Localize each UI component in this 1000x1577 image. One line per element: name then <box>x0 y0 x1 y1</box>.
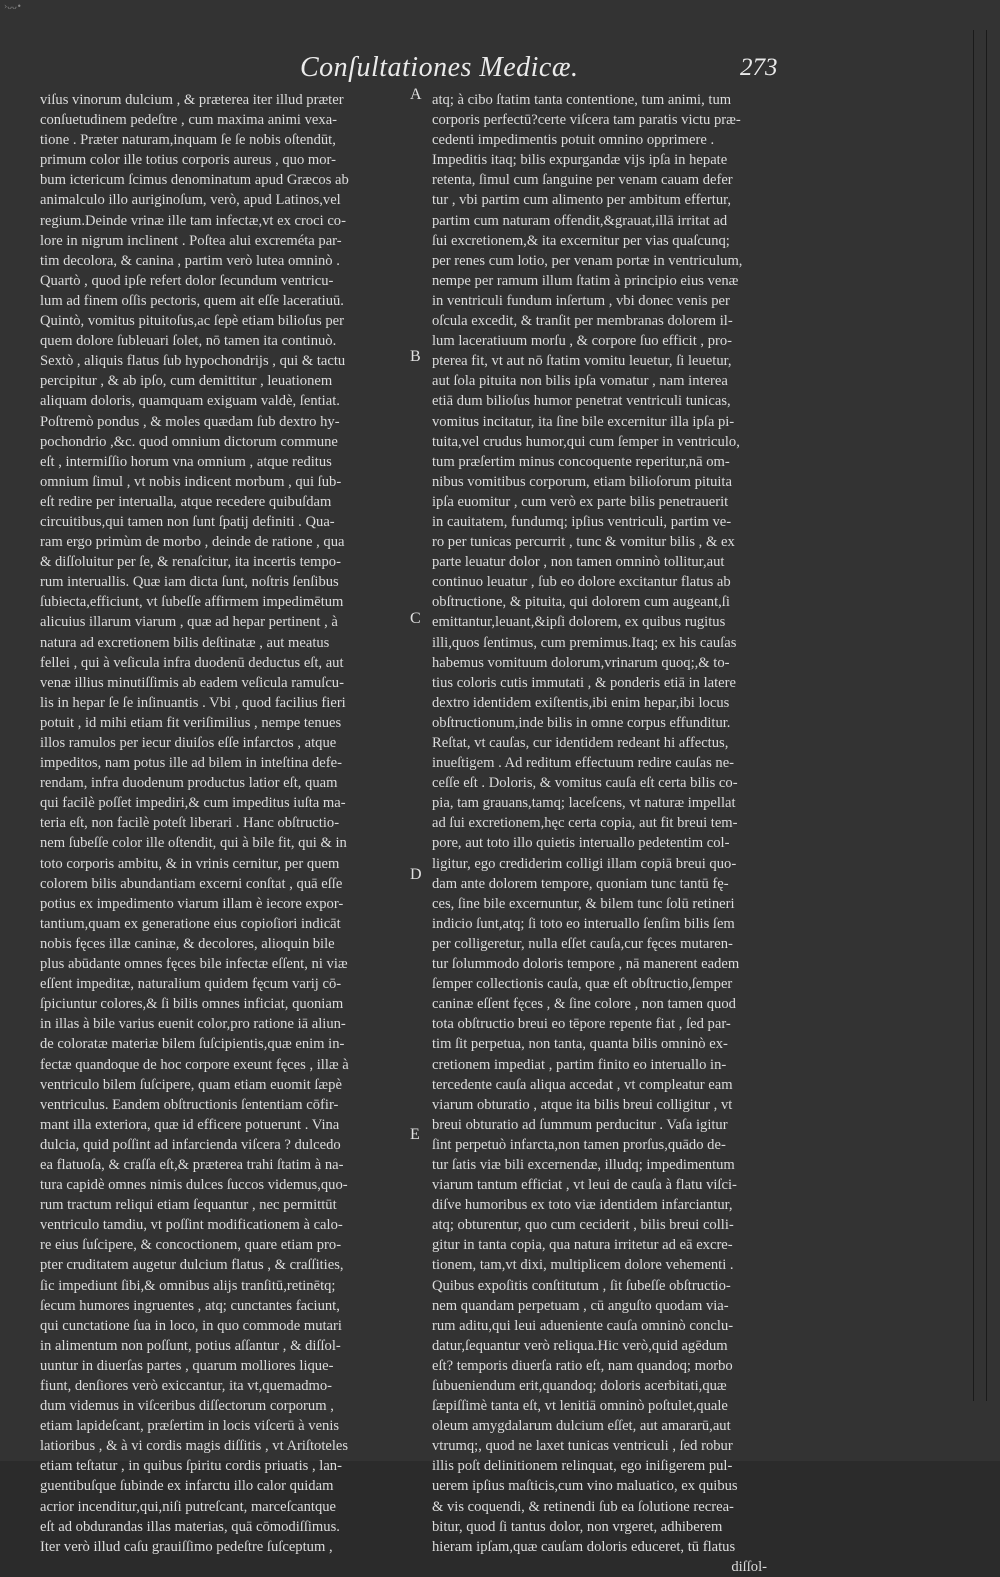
text-line: in alimentum non poſſunt, potius aſſantur , & diſſol- <box>40 1337 341 1354</box>
text-line: Iter verò illud caſu grauiſſimo pedeſtre ſuſceptum , <box>40 1538 333 1555</box>
text-line: bitur, quod ſi tantus dolor, non vrgeret, adhiberem <box>432 1518 723 1535</box>
text-line: tione . Præter naturam,inquam ſe ſe nobis oſtendūt, <box>40 132 336 149</box>
text-line: eſt? temporis diuerſa ratio eſt, nam quandoq; morbo <box>432 1357 733 1374</box>
text-line: aut ſola pituita non bilis ipſa vomatur , nam interea <box>432 373 728 390</box>
text-line: uerem ipſius maſticis,cum vino maluatico, ex quibus <box>432 1478 738 1495</box>
text-line: emittantur,leuant,&ipſi dolorem, ex quibus rugitus <box>432 614 726 631</box>
text-line: viarum obturatio , atque ita bilis breui colligitur , vt <box>432 1096 733 1113</box>
text-line: tionem, tam,vt dixi, multiplicem dolore vehementi . <box>432 1257 734 1274</box>
text-line: ram ergo primùm de morbo , deinde de ratione , qua <box>40 534 345 551</box>
text-line: lore in nigrum inclinent . Poſtea alui excreméta par- <box>40 232 342 249</box>
text-line: lum ad finem oſſis pectoris, quem ait eſſe laceratiuū. <box>40 292 344 309</box>
text-line: tuita,vel crudus humor,qui cum ſemper in ventriculo, <box>432 433 740 450</box>
text-line: eſt , intermiſſio horum vna omnium , atque reditus <box>40 453 332 470</box>
text-line: per colligeretur, nulla eſſet cauſa,cur fęces mutaren- <box>432 935 733 952</box>
text-line: qui facilè poſſet impediri,& cum impeditus iuſta ma- <box>40 795 346 812</box>
text-line: ventriculus. Eandem obſtructionis ſententiam cōfir- <box>40 1096 339 1113</box>
text-line: tur ſolummodo doloris tempore , nā manerent eadem <box>432 956 740 973</box>
text-line: ventriculo tamdiu, vt poſſint modificationem à calo- <box>40 1217 343 1234</box>
text-line: ligitur, ego crediderim colligi illam copiā breui quo- <box>432 855 737 872</box>
text-line: ad ſui excretionem,hęc certa copia, aut fit breui tem- <box>432 815 738 832</box>
text-line: Quibus expoſitis conſtitutum , ſit ſubeſſe obſtructio- <box>432 1277 731 1294</box>
text-line: tur ſatis viæ bili excernendæ, illudq; impedimentum <box>432 1156 735 1173</box>
text-line: tura capidè omnes nimis dulces ſuccos videmus,quo- <box>40 1177 348 1194</box>
edge-line <box>973 30 974 1401</box>
text-line: pterea fit, vt aut nō ſtatim vomitu leuetur, ſi leuetur, <box>432 353 732 370</box>
text-line: inueſtigem . Ad reditum effectuum redire cauſas ne- <box>432 755 735 772</box>
text-line: bum ictericum ſcimus denominatum apud Græcos ab <box>40 172 349 189</box>
text-line: lis in hepar ſe ſe inſinuantis . Vbi , quod facilius fieri <box>40 694 346 711</box>
text-line: regium.Deinde vrinæ ille tam infectæ,vt ex croci co- <box>40 212 346 229</box>
text-line: omnium ſimul , vt nobis indicent morbum , qui ſub- <box>40 473 342 490</box>
text-line: datur,ſequantur verò reliqua.Hic verò,quid agēdum <box>432 1337 728 1354</box>
text-line: ſecum humores ingruentes , atq; cunctantes faciunt, <box>40 1297 340 1314</box>
text-line: diſve humoribus ex toto viæ identidem infarciantur, <box>432 1197 733 1214</box>
text-line: ſæpiſſimè tanta eſt, vt lenitiā omninò poſtulet,quale <box>432 1398 728 1415</box>
text-line: habemus vomituum dolorum,vrinarum quoq;,& to- <box>432 654 730 671</box>
text-line: teria eſt, non facilè poteſt liberari . Hanc obſtructio- <box>40 815 340 832</box>
text-line: ſubiecta,efficiunt, vt ſubeſſe affirmem impedimētum <box>40 594 344 611</box>
text-line: pter cruditatem augetur dulcium flatus , & craſſities, <box>40 1257 344 1274</box>
text-line: acrior incenditur,qui,niſi putreſcant, marceſcantque <box>40 1498 337 1515</box>
text-line: nobis fęces illæ caninæ, & decolores, alioquin bile <box>40 935 335 952</box>
text-line: ventriculo bilem ſuſcipere, quam etiam euomit ſæpè <box>40 1076 342 1093</box>
text-line: ipſa euomitur , cum verò ex parte bilis penetrauerit <box>432 493 729 510</box>
text-line: uuntur in diuerſas partes , quarum molliores lique- <box>40 1357 334 1374</box>
text-line: caninæ eſſent fęces , & ſine colore , non tamen quod <box>432 996 736 1013</box>
text-line: obſtructionum,inde bilis in omne corpus effunditur. <box>432 714 731 731</box>
text-line: cretionem impediat , partim finito eo interuallo in- <box>432 1056 727 1073</box>
text-line: atq; à cibo ſtatim tanta contentione, tum animi, tum <box>432 92 732 108</box>
text-line: potius ex impedimento viarum illam è iecore expor- <box>40 895 344 912</box>
text-line: partim cum naturam offendit,&grauat,illā irritat ad <box>432 212 728 229</box>
text-line: tius coloris cutis immutati , & ponderis etiā in latere <box>432 674 736 691</box>
text-line: Poſtremò pondus , & moles quædam ſub dextro hy- <box>40 413 340 430</box>
text-line: dextro identidem exiſtentis,ibi enim hepar,ibi locus <box>432 694 730 711</box>
text-line: potuit , id mihi etiam fit veriſimilius , nempe tenues <box>40 714 342 731</box>
text-line: impeditos, nam potus ille ad bilem in inteſtina defe- <box>40 755 342 772</box>
text-line: per renes cum lotio, per venam portæ in ventriculum, <box>432 252 743 269</box>
text-line: dulcia, quid poſſint ad infarcienda viſcera ? dulcedo <box>40 1136 341 1153</box>
catchword: diſſol- <box>731 1558 767 1575</box>
text-line: ſemper collectionis cauſa, quæ eſt obſtructio,ſemper <box>432 976 733 993</box>
text-line: pore, aut toto illo quietis interuallo pedetentim col- <box>432 835 730 852</box>
text-line: rendam, infra duodenum productus latior eſt, quam <box>40 775 338 792</box>
text-line: etiā dum bilioſus humor penetrat ventriculi tunicas, <box>432 393 731 410</box>
text-line: vtrumq;, quod ne laxet tunicas ventriculi , ſed robur <box>432 1438 733 1455</box>
left-column <box>40 90 410 1557</box>
text-line: circuitibus,qui tamen non ſunt ſpatij definiti . Qua- <box>40 513 335 530</box>
text-line: Sextò , aliquis flatus ſub hypochondrijs , qui & tactu <box>40 353 346 370</box>
text-line: guentibuſque ſubinde ex infarctu illo calor quidam <box>40 1478 334 1495</box>
text-line: primum color ille totius corporis aureus , quo mor- <box>40 152 336 169</box>
text-line: tur , vbi partim cum alimento per ambitum effertur, <box>432 192 732 209</box>
text-line: gitur in tanta copia, qua natura irritetur ad eā excre- <box>432 1237 733 1254</box>
text-line: toto corporis ambitu, & in vrinis cernitur, per quem <box>40 855 340 872</box>
text-line: ſic impediunt ſibi,& omnibus alijs tranſitū,retinētq; <box>40 1277 336 1294</box>
text-line: ſpiciuntur colores,& ſi bilis omnes inficiat, quoniam <box>40 996 344 1013</box>
text-line: etiam lapideſcant, præſertim in locis viſcerū à venis <box>40 1418 340 1435</box>
text-line: de coloratæ materiæ bilem ſuſcipientis,quæ enim in- <box>40 1036 345 1053</box>
text-line: viarum tantum efficiat , vt leui de cauſa à flatu viſci- <box>432 1177 737 1194</box>
text-line: animalculo illo auriginoſum, verò, apud Latinos,vel <box>40 192 341 209</box>
text-line: pochondrio ,&c. quod omnium dictorum commune <box>40 433 338 450</box>
text-line: nem ſubeſſe color ille oſtendit, qui à bile fit, qui & in <box>40 835 347 852</box>
text-line: lum laceratiuum morſu , & corpore ſuo efficit , pro- <box>432 333 733 350</box>
text-line: percipitur , & ab ipſo, cum demittitur , leuationem <box>40 373 333 390</box>
text-line: retenta, ſimul cum ſanguine per venam cauam defer <box>432 172 733 189</box>
text-line: etiam teſtatur , in quibus ſpiritu cordis priuatis , lan- <box>40 1458 342 1475</box>
text-line: Quartò , quod ipſe refert dolor ſecundum ventricu- <box>40 272 334 289</box>
text-line: Reſtat, vt cauſas, cur identidem redeant hi affectus, <box>432 735 729 751</box>
text-line: tercedente cauſa aliqua accedat , vt compleatur eam <box>432 1076 733 1093</box>
text-line: natura ad excretionem bilis deſtinatæ , aut meatus <box>40 634 330 651</box>
text-line: rum tractum reliqui etiam ſequantur , nec permittūt <box>40 1197 337 1214</box>
text-line: ſubueniendum erit,quandoq; doloris acerbitati,quæ <box>432 1378 727 1394</box>
text-line: tim ſit perpetua, non tanta, quanta bilis omninò ex- <box>432 1036 728 1053</box>
text-line: dum videmus in viſceribus diſſectorum corporum , <box>40 1398 334 1415</box>
text-line: Impeditis itaq; bilis expurgandæ vijs ipſa in hepate <box>432 152 728 169</box>
text-line: fectæ quandoque de hoc corpore exeunt fęces , illæ à <box>40 1056 349 1073</box>
text-line: breui obturatio ad ſummum perducitur . Vaſa igitur <box>432 1116 728 1133</box>
text-line: oſcula excedit, & tranſit per membranas dolorem il- <box>432 313 733 330</box>
text-line: hieram ipſam,quæ cauſam doloris educeret, tū flatus <box>432 1538 736 1555</box>
text-line: aliquam doloris, quamquam exiguam valdè, ſentiat. <box>40 393 340 410</box>
text-line: corporis perfectū?certe viſcera tam paratis victu præ- <box>432 112 741 129</box>
text-line: in ventriculi fundum inſertum , vbi donec venis per <box>432 292 730 309</box>
text-line: cedenti impedimentis potuit omnino opprimere . <box>432 132 715 149</box>
margin-letter-c: C <box>410 610 421 627</box>
text-line: eſſent impeditæ, naturalium quidem fęcum varij cō- <box>40 976 342 993</box>
margin-letter-b: B <box>410 348 421 365</box>
text-line: tim decolora, & canina , partim verò lutea omninò . <box>40 252 340 269</box>
text-line: ſint perpetuò infarcta,non tamen prorſus,quādo de- <box>432 1136 726 1153</box>
text-line: indicio ſunt,atq; ſi toto eo interuallo ſenſim bilis ſem <box>432 915 735 932</box>
text-line: ces, ſine bile excernuntur, & bilem tunc ſolū retineri <box>432 895 735 912</box>
text-line: alicuius illarum viarum , quæ ad hepar pertinent , à <box>40 614 338 631</box>
text-line: eſt ad obdurandas illas materias, quā cōmodiſſimus. <box>40 1518 340 1535</box>
text-line: eſt redire per interualla, atque recedere quibuſdam <box>40 493 332 510</box>
margin-letter-d: D <box>410 866 422 883</box>
text-line: ea flatuoſa, & craſſa eſt,& præterea trahi ſtatim à na- <box>40 1156 344 1173</box>
right-column <box>432 90 807 1577</box>
text-line: illis poſt delinitionem relinquat, ego iniſigerem pul- <box>432 1458 733 1475</box>
text-line: in cauitatem, fundumq; ipſius ventriculi, partim ve- <box>432 513 732 530</box>
text-line: re eius ſuſcipere, & concoctionem, quare etiam pro- <box>40 1237 342 1254</box>
text-line: tum præſertim minus concoquente reperitur,nā om- <box>432 453 730 470</box>
text-line: dam ante dolorem tempore, quoniam tunc tantū fę- <box>432 875 729 892</box>
text-line: Quintò, vomitus pituitoſus,ac ſepè etiam bilioſus per <box>40 313 344 330</box>
text-line: tantium,quam ex generatione eius copioſiori indicāt <box>40 915 341 932</box>
text-line: vomitus incitatur, ita ſine bile excernitur illa ipſa pi- <box>432 413 735 430</box>
text-line: ceſſe eſt . Doloris, & vomitus cauſa eſt certa bilis co- <box>432 775 738 792</box>
text-line: quem dolore ſubleuari ſolet, nō tamen ita continuò. <box>40 333 337 350</box>
text-line: venæ illius minutiſſimis ab eadem veſicula ramuſcu- <box>40 674 344 691</box>
text-line: colorem bilis abundantiam excerni conſtat , quā eſſe <box>40 875 343 892</box>
text-line: & diſſoluitur per ſe, & renaſcitur, ita incertis tempo- <box>40 554 341 571</box>
text-line: rum aditu,qui leui adueniente cauſa omninò conclu- <box>432 1317 734 1334</box>
edge-line <box>986 30 987 1401</box>
text-line: plus abūdante omnes fęces bile infectæ eſſent, ni viæ <box>40 956 348 973</box>
text-line: & vis coquendi, & retinendi ſub ea ſolutione recrea- <box>432 1498 734 1515</box>
text-line: illos ramulos per iecur diuiſos eſſe infarctos , atque <box>40 735 337 751</box>
text-line: viſus vinorum dulcium , & præterea iter illud præter <box>40 92 344 108</box>
text-line: pia, tam grauans,tamq; laceſcens, vt naturæ impellat <box>432 795 736 812</box>
text-line: latioribus , & à vi cordis magis diſſitis , vt Ariſtoteles <box>40 1438 349 1455</box>
margin-letter-a: A <box>410 86 422 103</box>
text-line: obſtructione, & pituita, qui dolorem cum augeant,ſi <box>432 594 730 611</box>
text-line: mant illa exteriora, quæ id efficere potuerunt . Vina <box>40 1116 340 1133</box>
text-line: in illas à bile varius euenit color,pro ratione iā aliun- <box>40 1016 346 1033</box>
text-line: qui cunctatione ſua in loco, in quo commode mutari <box>40 1317 342 1334</box>
text-line: nibus vomitibus corporum, etiam bilioſorum pituita <box>432 473 732 490</box>
text-line: nempe per ramum illum ſtatim à principio eius venæ <box>432 272 739 289</box>
margin-letter-e: E <box>410 1126 420 1143</box>
text-line: conſuetudinem pedeſtre , cum maxima animi vexa- <box>40 112 338 129</box>
text-line: nem quandam perpetuam , cū anguſto quodam via- <box>432 1297 729 1314</box>
text-line: ſui excretionem,& ita excernitur per vias quaſcunq; <box>432 232 730 249</box>
text-line: illi,quos ſentimus, cum premimus.Itaq; ex his cauſas <box>432 634 737 651</box>
text-line: ro per tunicas percurrit , tunc & vomitur bilis , & ex <box>432 534 735 551</box>
running-title: Conſultationes Medicæ. <box>300 52 579 83</box>
corner-mark: ›ᴗᴗ• <box>4 2 22 11</box>
text-line: fellei , qui à veſicula infra duodenū deductus eſt, aut <box>40 654 344 671</box>
text-line: continuo leuatur , ſub eo dolore excitantur flatus ab <box>432 574 731 591</box>
page-number: 273 <box>740 54 778 81</box>
text-line: oleum amygdalarum dulcium eſſet, aut amararū,aut <box>432 1418 731 1435</box>
text-line: parte leuatur dolor , non tamen omninò tollitur,aut <box>432 554 725 571</box>
text-line: atq; obturentur, quo cum ceciderit , bilis breui colli- <box>432 1217 734 1234</box>
text-line: fiunt, denſiores verò exiccantur, ita vt,quemadmo- <box>40 1378 333 1394</box>
text-line: tota obſtructio breui eo tēpore repente fiat , ſed par- <box>432 1016 731 1033</box>
text-line: rum interuallis. Quæ iam dicta ſunt, noſtris ſenſibus <box>40 574 339 591</box>
